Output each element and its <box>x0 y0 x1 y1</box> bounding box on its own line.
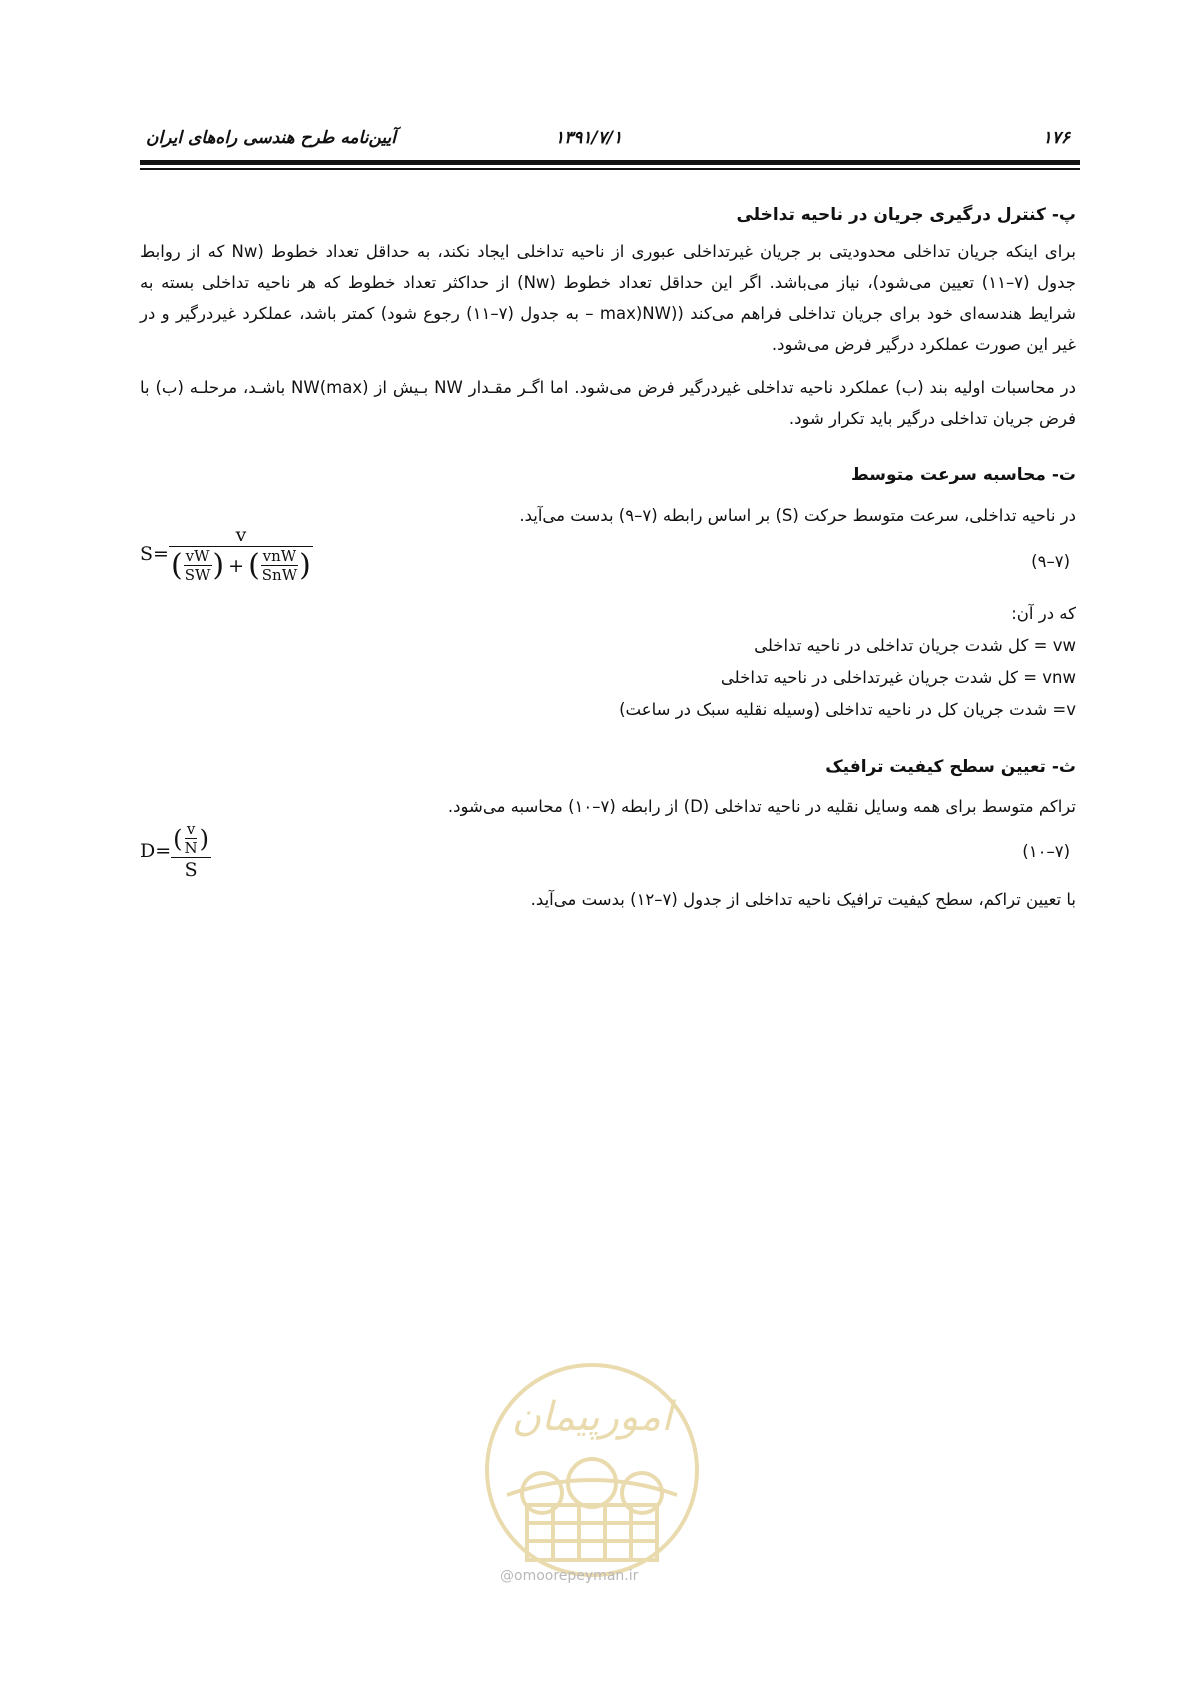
page-number: ۱۷۶ <box>1042 128 1070 148</box>
paren: ) <box>199 824 210 853</box>
formula-lhs: S= <box>140 543 169 565</box>
sw: SW <box>184 566 211 584</box>
section-heading: ث- تعیین سطح کیفیت ترافیک <box>825 757 1076 777</box>
header-rule <box>140 160 1080 165</box>
paren: ) <box>299 547 311 583</box>
book-title: آیین‌نامه طرح هندسی راه‌های ایران <box>146 128 396 148</box>
paragraph: در محاسبات اولیه بند (ب) عملکرد ناحیه تداخلی غیردرگیر فرض می‌شود. اما اگـر مقـدار NW بـیش از NW(max) باشـد، مرحلـه (ب) با فرض جریان تداخلی درگیر باید تکرار شود. <box>140 378 1076 428</box>
s: S <box>184 859 198 881</box>
equation-number: (۷–۹) <box>1031 552 1070 571</box>
n: N <box>184 839 198 857</box>
density-formula <box>140 820 211 882</box>
paragraph: در ناحیه تداخلی، سرعت متوسط حرکت (S) بر اساس رابطه (۷–۹) بدست می‌آید. <box>519 506 1076 525</box>
definition: v= شدت جریان کل در ناحیه تداخلی (وسیله نقلیه سبک در ساعت) <box>619 700 1076 719</box>
watermark-logo-text: امورپیمان <box>511 1394 673 1440</box>
equation-number: (۷–۱۰) <box>1022 842 1070 861</box>
where-label: که در آن: <box>1011 604 1076 623</box>
plus: + <box>228 554 245 577</box>
paren: ) <box>212 547 225 583</box>
denominator <box>169 547 313 584</box>
v-over-n <box>183 820 200 857</box>
main-fraction <box>171 820 211 882</box>
snw: SnW <box>261 566 298 584</box>
v: v <box>186 820 196 838</box>
vw: vW <box>185 547 210 565</box>
numerator <box>171 820 211 858</box>
speed-formula <box>140 524 313 584</box>
fraction-w <box>183 547 213 584</box>
definition: vnw = کل شدت جریان غیرتداخلی در ناحیه تداخلی <box>720 668 1076 687</box>
definition: vw = کل شدت جریان تداخلی در ناحیه تداخلی <box>754 636 1076 655</box>
vnw: vnW <box>262 547 297 565</box>
paren: ( <box>248 547 260 583</box>
header-date: ۱۳۹۱/۷/۱ <box>555 128 623 148</box>
section-heading: پ- کنترل درگیری جریان در ناحیه تداخلی <box>736 205 1076 225</box>
fraction-nw <box>260 547 299 584</box>
watermark-url: @omoorepeyman.ir <box>500 1568 639 1584</box>
section-heading: ت- محاسبه سرعت متوسط <box>851 465 1076 485</box>
paren: ( <box>171 547 183 583</box>
paragraph: با تعیین تراکم، سطح کیفیت ترافیک ناحیه تداخلی از جدول (۷–۱۲) بدست می‌آید. <box>530 890 1076 909</box>
numerator: v <box>169 524 313 547</box>
paragraph: تراکم متوسط برای همه وسایل نقلیه در ناحیه تداخلی (D) از رابطه (۷–۱۰) محاسبه می‌شود. <box>447 797 1076 816</box>
paragraph: برای اینکه جریان تداخلی محدودیتی بر جریان غیرتداخلی عبوری از ناحیه تداخلی ایجاد نکند، به حداقل تعداد خطوط (Nw که از روابط جدول (۷–۱۱) تعیین می‌شود)، نیاز می‌باشد. اگر این حداقل تعداد خطوط (Nw) از حداکثر تعداد خطوط که هر ناحیه تداخلی بسته به شرایط هندسه‌ای خود برای جریان تداخلی فراهم می‌کند ((NW(max – به جدول (۷–۱۱) رجوع شود) کمتر باشد، عملکرد غیردرگیر و در غیر این صورت عملکرد درگیر فرض می‌شود. <box>140 242 1077 354</box>
paren: ( <box>173 824 183 853</box>
main-fraction <box>169 524 313 584</box>
formula-lhs: D= <box>140 840 172 862</box>
header-rule-thin <box>140 168 1080 170</box>
watermark-logo <box>467 1345 717 1595</box>
